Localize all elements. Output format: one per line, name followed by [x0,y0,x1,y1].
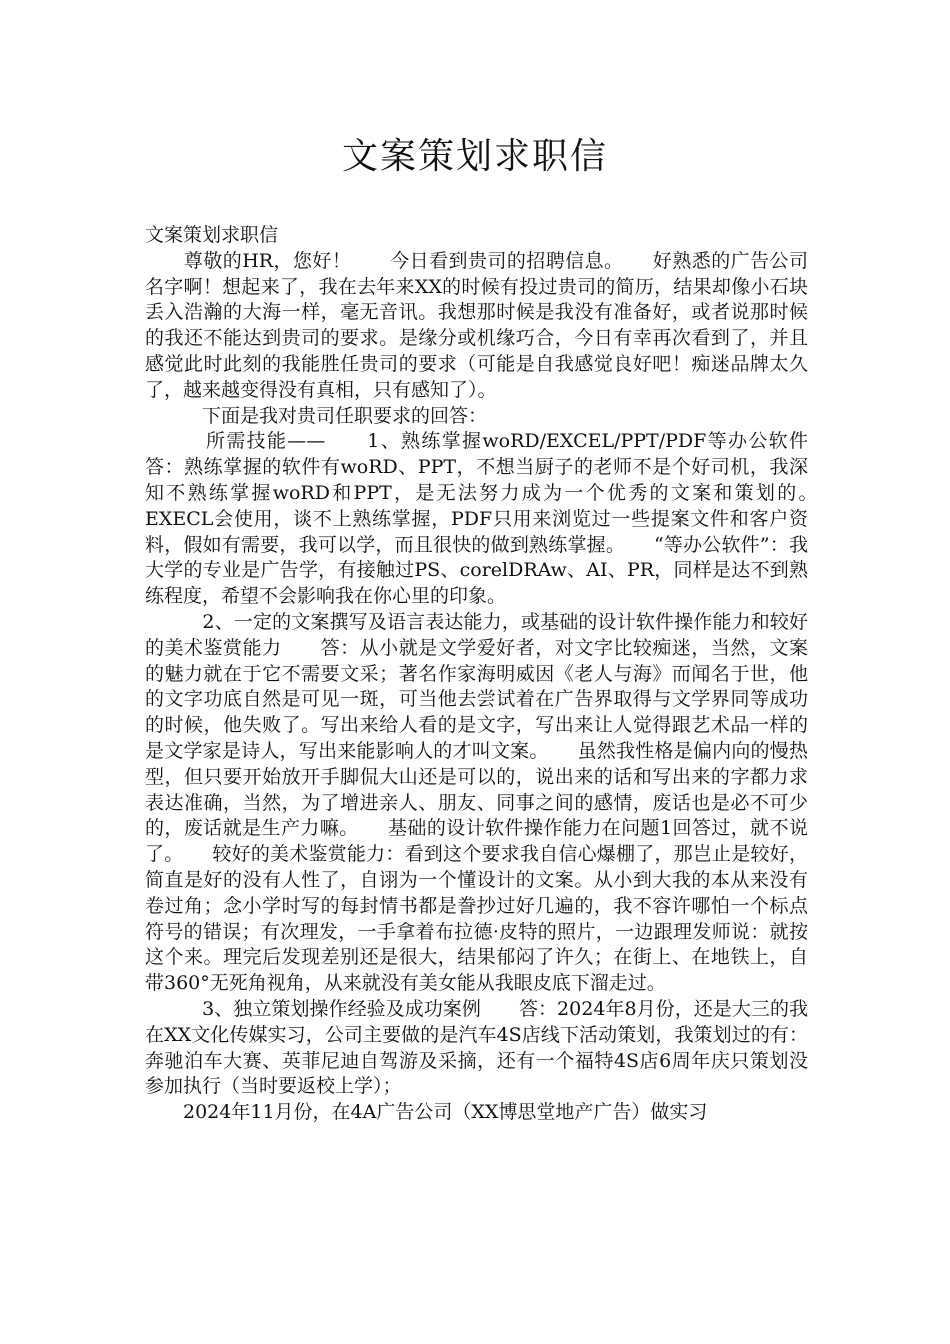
paragraph-greeting: 尊敬的HR，您好！ 今日看到贵司的招聘信息。 好熟悉的广告公司名字啊！想起来了，我在去年来XX的时候有投过贵司的简历，结果却像小石块丢入浩瀚的大海一样，毫无音讯。我想那时候是我没有准备好，或者说那时候的我还不能达到贵司的要求。是缘分或机缘巧合，今日有幸再次看到了，并且感觉此时此刻的我能胜任贵司的要求（可能是自我感觉良好吧！痴迷品牌太久了，越来越变得没有真相，只有感知了）。 [145,249,808,401]
document-title: 文案策划求职信 [341,136,608,177]
paragraph-heading: 文案策划求职信 [145,224,279,246]
paragraph-internship: 2024年11月份，在4A广告公司（XX博思堂地产广告）做实习 [145,1101,708,1124]
document-body [145,223,847,1126]
paragraph-skill-2: 2、一定的文案撰写及语言表达能力，或基础的设计软件操作能力和较好的美术鉴赏能力 答：从小就是文学爱好者，对文字比较痴迷，当然，文案的魅力就在于它不需要文采；著名作家海明威因《老人与海》而闻名于世，他的文字功底自然是可见一斑，可当他去尝试着在广告界取得与文学界同等成功的时候，他失败了。写出来给人看的是文字，写出来让人觉得跟艺术品一样的是文学家是诗人，写出来能影响人的才叫文案。 虽然我性格是偏内向的慢热型，但只要开始放开手脚侃大山还是可以的，说出来的话和写出来的字都力求表达准确，当然，为了增进亲人、朋友、同事之间的感情，废话也是必不可少的，废话就是生产力嘛。 基础的设计软件操作能力在问题1回答过，就不说了。 较好的美术鉴赏能力：看到这个要求我自信心爆棚了，那岂止是较好，简直是好的没有人性了，自诩为一个懂设计的文案。从小到大我的本从来没有卷过角；念小学时写的每封情书都是誊抄过好几遍的，我不容许哪怕一个标点符号的错误；有次理发，一手拿着布拉德·皮特的照片，一边跟理发师说：就按这个来。理完后发现差别还是很大，结果郁闷了许久；在街上、在地铁上，自带360°无死角视角，从来就没有美女能从我眼皮底下溜走过。 [145,610,808,995]
paragraph-skill-3: 3、独立策划操作经验及成功案例 答：2024年8月份，还是大三的我在XX文化传媒实习，公司主要做的是汽车4S店线下活动策划，我策划过的有：奔驰泊车大赛、英菲尼迪自驾游及采摘，还有一个福特4S店6周年庆只策划没参加执行（当时要返校上学）； [145,997,808,1098]
paragraph-skill-1: 所需技能—— 1、熟练掌握woRD/EXCEL/PPT/PDF等办公软件 答：熟练掌握的软件有woRD、PPT，不想当厨子的老师不是个好司机，我深知不熟练掌握woRD和PPT，是无法努力成为一个优秀的文案和策划的。 EXECL会使用，谈不上熟练掌握，PDF只用来浏览过一些提案文件和客户资料，假如有需要，我可以学，而且很快的做到熟练掌握。 “等办公软件”：我大学的专业是广告学，有接触过PS、corelDRAw、AI、PR，同样是达不到熟练程度，希望不会影响我在你心里的印象。 [145,430,847,608]
paragraph-intro-requirements: 下面是我对贵司任职要求的回答： [145,404,488,427]
